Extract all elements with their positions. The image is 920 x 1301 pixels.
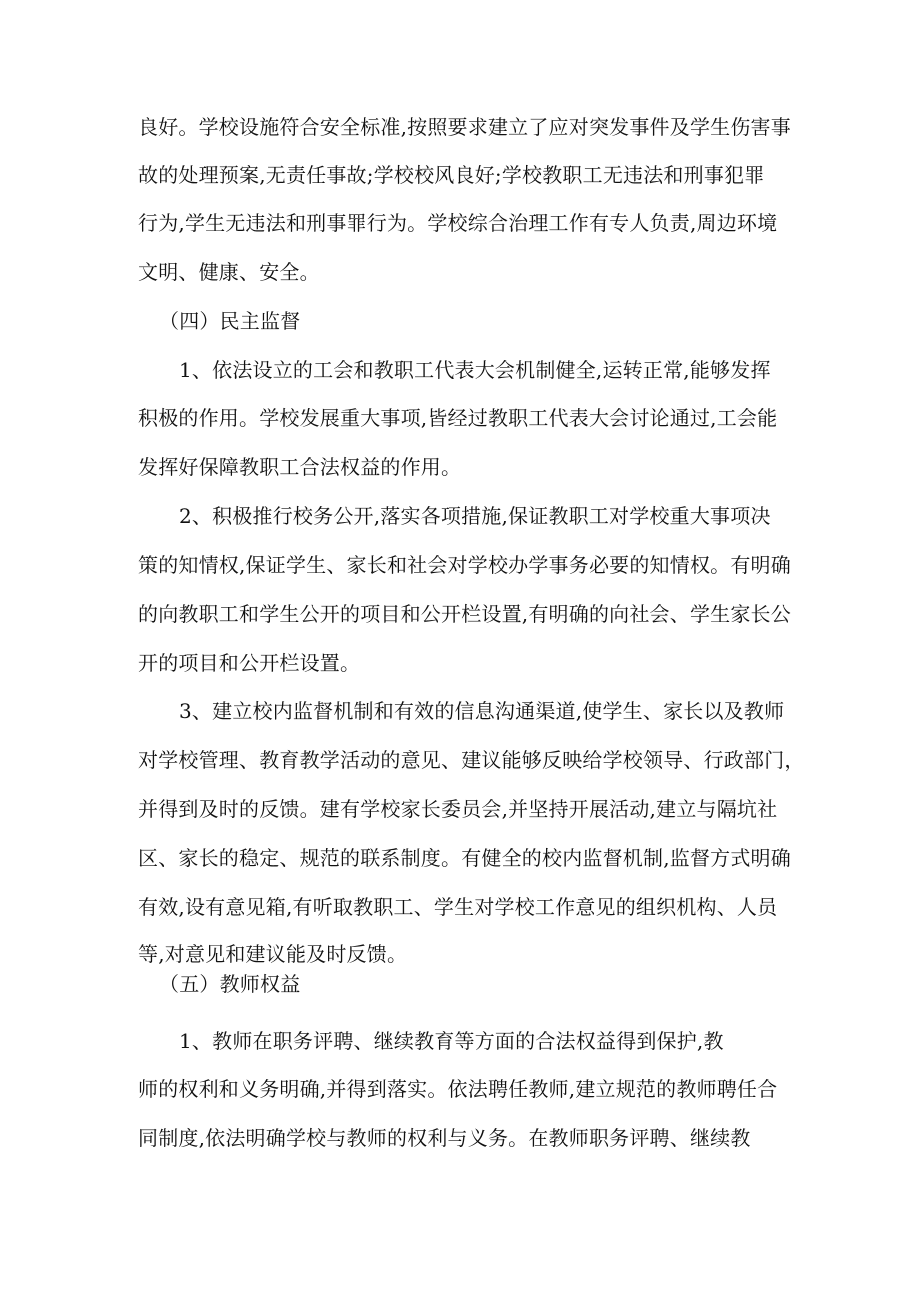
text-line-16: 区、家长的稳定、规范的联系制度。有健全的校内监督机制,监督方式明确 xyxy=(138,846,791,870)
text-line-14: 对学校管理、教育教学活动的意见、建议能够反映给学校领导、行政部门， xyxy=(138,748,805,772)
section-heading-5: （五）教师权益 xyxy=(159,972,301,996)
text-line-9: 2、积极推行校务公开,落实各项措施,保证教职工对学校重大事项决 xyxy=(179,504,771,528)
text-line-8: 发挥好保障教职工合法权益的作用。 xyxy=(138,455,462,479)
text-line-21: 师的权利和义务明确,并得到落实。依法聘任教师,建立规范的教师聘任合 xyxy=(138,1077,778,1101)
text-line-6: 1、依法设立的工会和教职工代表大会机制健全,运转正常,能够发挥 xyxy=(179,358,771,382)
text-line-11: 的向教职工和学生公开的项目和公开栏设置,有明确的向社会、学生家长公 xyxy=(138,602,791,626)
text-line-17: 有效,设有意见箱,有听取教职工、学生对学校工作意见的组织机构、人员 xyxy=(138,895,778,919)
section-heading-4: （四）民主监督 xyxy=(159,309,301,333)
text-line-3: 行为,学生无违法和刑事罪行为。学校综合治理工作有专人负责,周边环境 xyxy=(138,211,778,235)
text-line-1: 良好。学校设施符合安全标准,按照要求建立了应对突发事件及学生伤害事 xyxy=(138,115,791,139)
text-line-18: 等,对意见和建议能及时反馈。 xyxy=(138,942,408,966)
text-line-7: 积极的作用。学校发展重大事项,皆经过教职工代表大会讨论通过,工会能 xyxy=(138,406,778,430)
text-line-13: 3、建立校内监督机制和有效的信息沟通渠道,使学生、家长以及教师 xyxy=(179,699,785,723)
text-line-10: 策的知情权,保证学生、家长和社会对学校办学事务必要的知情权。有明确 xyxy=(138,553,791,577)
text-line-12: 开的项目和公开栏设置。 xyxy=(138,651,361,675)
text-line-20: 1、教师在职务评聘、继续教育等方面的合法权益得到保护,教 xyxy=(179,1029,724,1053)
text-line-15: 并得到及时的反馈。建有学校家长委员会,并坚持开展活动,建立与隔坑社 xyxy=(138,797,778,821)
text-line-22: 同制度,依法明确学校与教师的权利与义务。在教师职务评聘、继续教 xyxy=(138,1126,751,1150)
text-line-2: 故的处理预案,无责任事故;学校校风良好;学校教职工无违法和刑事犯罪 xyxy=(138,163,765,187)
text-line-4: 文明、健康、安全。 xyxy=(138,260,320,284)
